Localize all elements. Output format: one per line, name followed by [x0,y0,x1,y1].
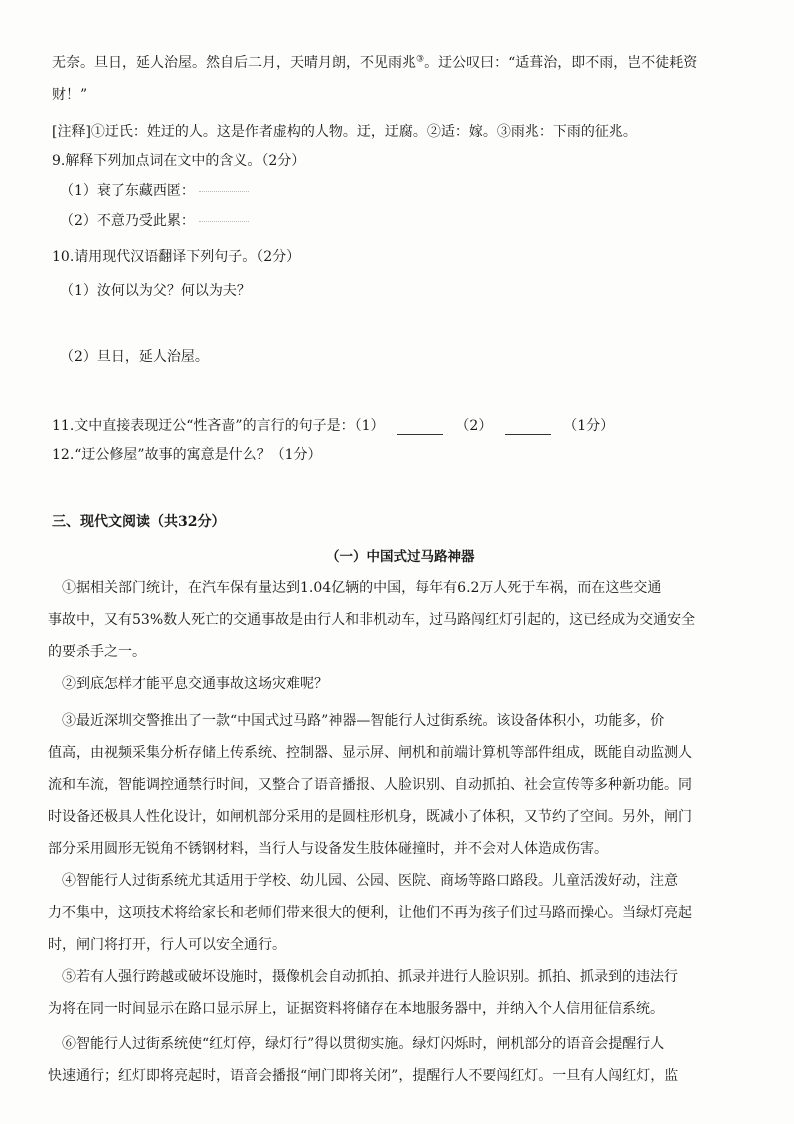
paragraph-5-line-2: 为将在同一时间显示在路口显示屏上，证据资料将储存在本地服务器中，并纳入个人信用征信系统。 [48,1001,664,1017]
q9-answer-2[interactable] [199,221,249,222]
paragraph-6-line-1: ⑥智能行人过街系统使“红灯停，绿灯行”得以贯彻实施。绿灯闪烁时，闸机部分的语音会提醒行人 [62,1036,665,1052]
paragraph-4-line-1: ④智能行人过街系统尤其适用于学校、幼儿园、公园、医院、商场等路口路段。儿童活泼好动，注意 [62,873,678,889]
paragraph-2 [48,668,790,700]
paragraph-3-line-2: 值高，由视频采集分析存储上传系统、控制器、显示屏、闸机和前端计算机等部件组成，既能自动监测人 [48,745,692,761]
q9-answer-1[interactable] [199,191,249,192]
paragraph-3-line-3: 流和车流，智能调控通禁行时间，又整合了语音播报、人脸识别、自动抓拍、社会宣传等多种新功能。同 [48,777,692,793]
paragraph-6 [48,1028,790,1092]
paragraph-3-line-1: ③最近深圳交警推出了一款“中国式过马路”神器—智能行人过街系统。该设备体积小，功能多，价 [62,713,665,729]
footnote-mark: ③ [416,54,425,65]
paragraph-1-line-2: 事故中，又有53%数人死亡的交通事故是由行人和非机动车，过马路闯红灯引起的，这已经成为交通安全 [48,612,696,628]
q10-item-1: （1）汝何以为父？何以为夫？ [60,283,251,299]
q9-item-2 [60,210,249,230]
q10-title: 10.请用现代汉语翻译下列句子。（2分） [52,249,301,265]
q10-item-2: （2）旦日，延人治屋。 [60,349,209,365]
paragraph-1-line-1: ①据相关部门统计，在汽车保有量达到1.04亿辆的中国，每年有6.2万人死于车祸，而在这些交通 [62,580,662,596]
article-title: （一）中国式过马路神器 [326,549,475,565]
paragraph-4-line-3: 时，闸门将打开，行人可以安全通行。 [48,937,286,953]
classical-line-1-rest: 。迂公叹曰：“适葺治，即不雨，岂不徒耗资 [424,55,698,71]
paragraph-3-line-5: 部分采用圆形无锐角不锈钢材料，当行人与设备发生肢体碰撞时，并不会对人体造成伤害。 [48,841,608,857]
q9-item-2-text: （2）不意乃受此累： [60,213,195,229]
q11-blank-1[interactable] [397,418,443,435]
q11-blank-2[interactable] [505,418,551,435]
q11-prefix: 11.文中直接表现迂公“性吝啬”的言行的句子是：（1） [52,418,385,434]
paragraph-5-line-1: ⑤若有人强行跨越或破坏设施时，摄像机会自动抓拍、抓录并进行人脸识别。抓拍、抓录到的违法行 [62,969,678,985]
paragraph-3-line-4: 时设备还极具人性化设计，如闸机部分采用的是圆柱形机身，既减小了体积，又节约了空间。另外，闸门 [48,809,692,825]
classical-line-2: 财！” [52,87,88,103]
paragraph-2-line-1: ②到底怎样才能平息交通事故这场灾难呢？ [62,676,328,692]
q9-item-1 [60,180,249,200]
q9-item-1-text: （1）衰了东藏西匿： [60,183,195,199]
q12-text: 12.“迂公修屋”故事的寓意是什么？（1分） [52,447,322,463]
q11-suffix: （1分） [563,418,615,434]
classical-line-1-text: 无奈。旦日，延人治屋。然自后二月，天晴月朗，不见雨兆 [52,55,416,71]
paragraph-1 [48,572,790,668]
paragraph-3 [48,705,790,865]
classical-note: [注释]①迂氏：姓迂的人。这是作者虚构的人物。迂，迂腐。②适：嫁。③雨兆：下雨的征兆。 [52,124,637,140]
section-title: 三、现代文阅读（共32分） [52,514,226,530]
paragraph-4 [48,865,790,961]
q11-mid: （2） [455,418,493,434]
paragraph-4-line-2: 力不集中，这项技术将给家长和老师们带来很大的便利，让他们不再为孩子们过马路而操心。当绿灯亮起 [48,905,692,921]
classical-line-1 [52,52,697,72]
q11-line [52,415,614,435]
paragraph-5 [48,961,790,1025]
q9-title: 9.解释下列加点词在文中的含义。（2分） [52,153,306,169]
paragraph-1-line-3: 的要杀手之一。 [48,644,146,660]
paragraph-6-line-2: 快速通行；红灯即将亮起时，语音会播报“闸门即将关闭”，提醒行人不要闯红灯。一旦有人闯红灯，监 [48,1068,679,1084]
